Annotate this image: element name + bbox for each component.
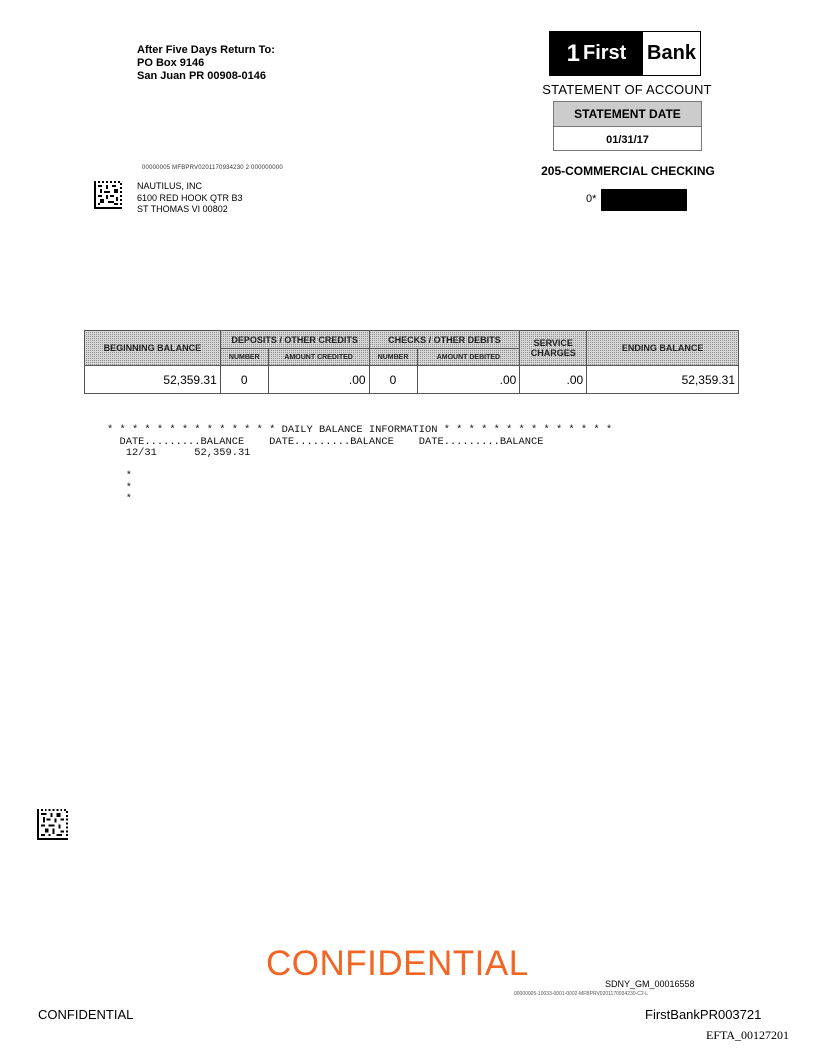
ending-balance-value: 52,359.31 (587, 366, 739, 394)
statement-date-label: STATEMENT DATE (554, 102, 701, 127)
document-tracking-code: 00000005-10033-0001-0002-MFBPRV0201170934230-C2-L (514, 991, 649, 997)
logo-mark: 1 (566, 39, 580, 67)
header-service-charges: SERVICE CHARGES (520, 331, 587, 366)
header-amount-credited: AMOUNT CREDITED (268, 349, 369, 366)
customer-street: 6100 RED HOOK QTR B3 (137, 192, 243, 203)
return-address-line1: After Five Days Return To: (137, 44, 275, 56)
bank-logo (549, 31, 701, 76)
daily-balance-section (107, 425, 612, 506)
mailing-code: 00000005 MFBPRV0201170934230 2 000000000 (142, 165, 283, 171)
efta-number: EFTA_00127201 (706, 1028, 790, 1042)
daily-balance-heading: * * * * * * * * * * * * * * DAILY BALANCE INFORMATION * * * * * * * * * * * * * * (107, 424, 613, 436)
confidential-label: CONFIDENTIAL (38, 1007, 134, 1022)
daily-balance-stars: * * * (125, 470, 132, 505)
datamatrix-barcode-icon (94, 181, 122, 209)
statement-title: STATEMENT OF ACCOUNT (542, 82, 712, 97)
customer-name: NAUTILUS, INC (137, 181, 203, 191)
logo-first (550, 32, 643, 75)
logo-first-text: First (583, 42, 627, 64)
daily-balance-columns: DATE.........BALANCE DATE.........BALANCE DATE.........BALANCE (107, 435, 544, 448)
amount-debited-value: .00 (417, 366, 520, 394)
mailing-address (137, 181, 243, 216)
confidential-stamp: CONFIDENTIAL (266, 944, 529, 983)
return-address-line3: San Juan PR 00908-0146 (137, 70, 267, 82)
logo-bank-text: Bank (647, 42, 696, 64)
header-beginning-balance: BEGINNING BALANCE (85, 331, 221, 366)
deposits-number-value: 0 (220, 366, 268, 394)
header-amount-debited: AMOUNT DEBITED (417, 349, 520, 366)
header-deposits: DEPOSITS / OTHER CREDITS (220, 331, 369, 349)
return-address-line2: PO Box 9146 (137, 57, 205, 69)
account-type: 205-COMMERCIAL CHECKING (541, 164, 715, 178)
header-checks-number: NUMBER (369, 349, 417, 366)
amount-credited-value: .00 (268, 366, 369, 394)
datamatrix-barcode-large-icon (37, 809, 68, 840)
return-address (137, 44, 275, 83)
daily-balance-entry: 12/31 52,359.31 (107, 447, 251, 459)
checks-number-value: 0 (369, 366, 417, 394)
service-charges-value: .00 (520, 366, 587, 394)
account-summary-table (84, 330, 739, 394)
beginning-balance-value: 52,359.31 (85, 366, 221, 394)
redaction-box (601, 189, 687, 211)
account-number: 0* (586, 193, 597, 205)
customer-city: ST THOMAS VI 00802 (137, 204, 228, 214)
header-deposits-number: NUMBER (220, 349, 268, 366)
header-ending-balance: ENDING BALANCE (587, 331, 739, 366)
bates-number-small: SDNY_GM_00016558 (605, 979, 695, 989)
statement-date-box (553, 101, 702, 151)
statement-date: 01/31/17 (606, 133, 649, 146)
bates-number: FirstBankPR003721 (645, 1007, 762, 1022)
summary-values-row (85, 366, 739, 394)
header-checks: CHECKS / OTHER DEBITS (369, 331, 520, 349)
